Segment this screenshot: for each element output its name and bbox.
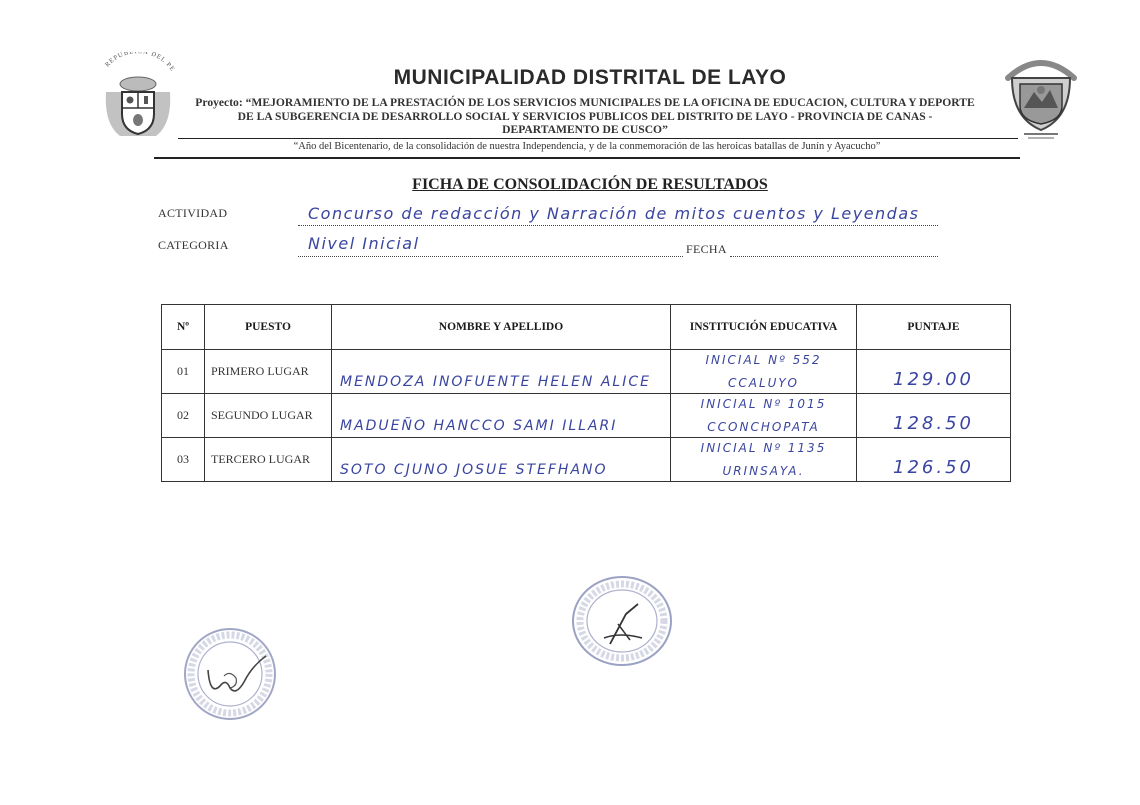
table-header-row: [162, 305, 1011, 350]
row-puesto: PRIMERO LUGAR: [205, 350, 332, 394]
row-institucion-line2: CCONCHOPATA: [707, 420, 820, 434]
row-institucion-line1: INICIAL Nº 552: [705, 353, 822, 367]
categoria-value: Nivel Inicial: [308, 234, 420, 253]
row-institucion-cell: [671, 438, 857, 482]
header-divider: [178, 138, 1018, 139]
col-header-nombre: NOMBRE Y APELLIDO: [332, 305, 671, 350]
row-institucion-cell: [671, 350, 857, 394]
row-institucion-cell: [671, 394, 857, 438]
actividad-field: [298, 204, 938, 226]
row-puntaje-cell: [857, 350, 1011, 394]
fecha-field: [730, 238, 938, 257]
row-puesto: SEGUNDO LUGAR: [205, 394, 332, 438]
row-nombre-cell: [332, 394, 671, 438]
row-institucion-line1: INICIAL Nº 1015: [700, 397, 827, 411]
row-nombre-cell: [332, 438, 671, 482]
fecha-label: FECHA: [686, 242, 727, 256]
round-seal-stamp-icon: [180, 626, 280, 722]
row-num: 03: [162, 438, 205, 482]
page-title: MUNICIPALIDAD DISTRITAL DE LAYO: [393, 66, 787, 89]
row-puesto: TERCERO LUGAR: [205, 438, 332, 482]
table-row: [162, 394, 1011, 438]
row-puntaje: 128.50: [893, 413, 974, 434]
col-header-institucion: INSTITUCIÓN EDUCATIVA: [671, 305, 857, 350]
project-description: Proyecto: “MEJORAMIENTO DE LA PRESTACIÓN DE LOS SERVICIOS MUNICIPALES DE LA OFICINA DE EDUCACION, CULTURA Y DEPORTE DE LA SUBGERENCIA DE DESARROLLO SOCIAL Y SERVICIOS PUBLICOS DEL DISTRITO DE LAYO - PROVINCIA DE CANAS - DEPARTAMENTO DE CUSCO”: [195, 96, 975, 136]
form-title: FICHA DE CONSOLIDACIÓN DE RESULTADOS: [412, 176, 768, 193]
row-nombre: SOTO CJUNO JOSUE STEFHANO: [340, 462, 608, 478]
row-puntaje: 129.00: [893, 369, 974, 390]
row-puntaje-cell: [857, 394, 1011, 438]
emblem-caption: REPUBL A DEL PE: [103, 52, 177, 74]
header-divider-bold: [154, 157, 1020, 159]
year-motto: “Año del Bicentenario, de la consolidación de nuestra Independencia, y de la conmemoración de las heroicas batallas de Junín y Ayacucho”: [293, 141, 881, 152]
round-seal-stamp-icon: [570, 574, 674, 668]
col-header-num: Nº: [162, 305, 205, 350]
row-puntaje: 126.50: [893, 457, 974, 478]
actividad-value: Concurso de redacción y Narración de mitos cuentos y Leyendas: [308, 204, 920, 223]
col-header-puntaje: PUNTAJE: [857, 305, 1011, 350]
row-nombre: MADUEÑO HANCCO SAMI ILLARI: [340, 418, 618, 434]
col-header-puesto: PUESTO: [205, 305, 332, 350]
table-row: [162, 438, 1011, 482]
results-table: [161, 304, 1011, 482]
row-num: 01: [162, 350, 205, 394]
row-nombre-cell: [332, 350, 671, 394]
table-row: [162, 350, 1011, 394]
layo-municipal-emblem-icon: [1002, 48, 1080, 140]
row-puntaje-cell: [857, 438, 1011, 482]
categoria-field: [298, 234, 683, 257]
categoria-label: CATEGORIA: [158, 238, 229, 252]
row-institucion-line2: CCALUYO: [728, 376, 799, 390]
actividad-label: ACTIVIDAD: [158, 206, 228, 220]
row-nombre: MENDOZA INOFUENTE HELEN ALICE: [340, 374, 651, 390]
row-num: 02: [162, 394, 205, 438]
row-institucion-line2: URINSAYA.: [722, 464, 805, 478]
row-institucion-line1: INICIAL Nº 1135: [700, 441, 827, 455]
